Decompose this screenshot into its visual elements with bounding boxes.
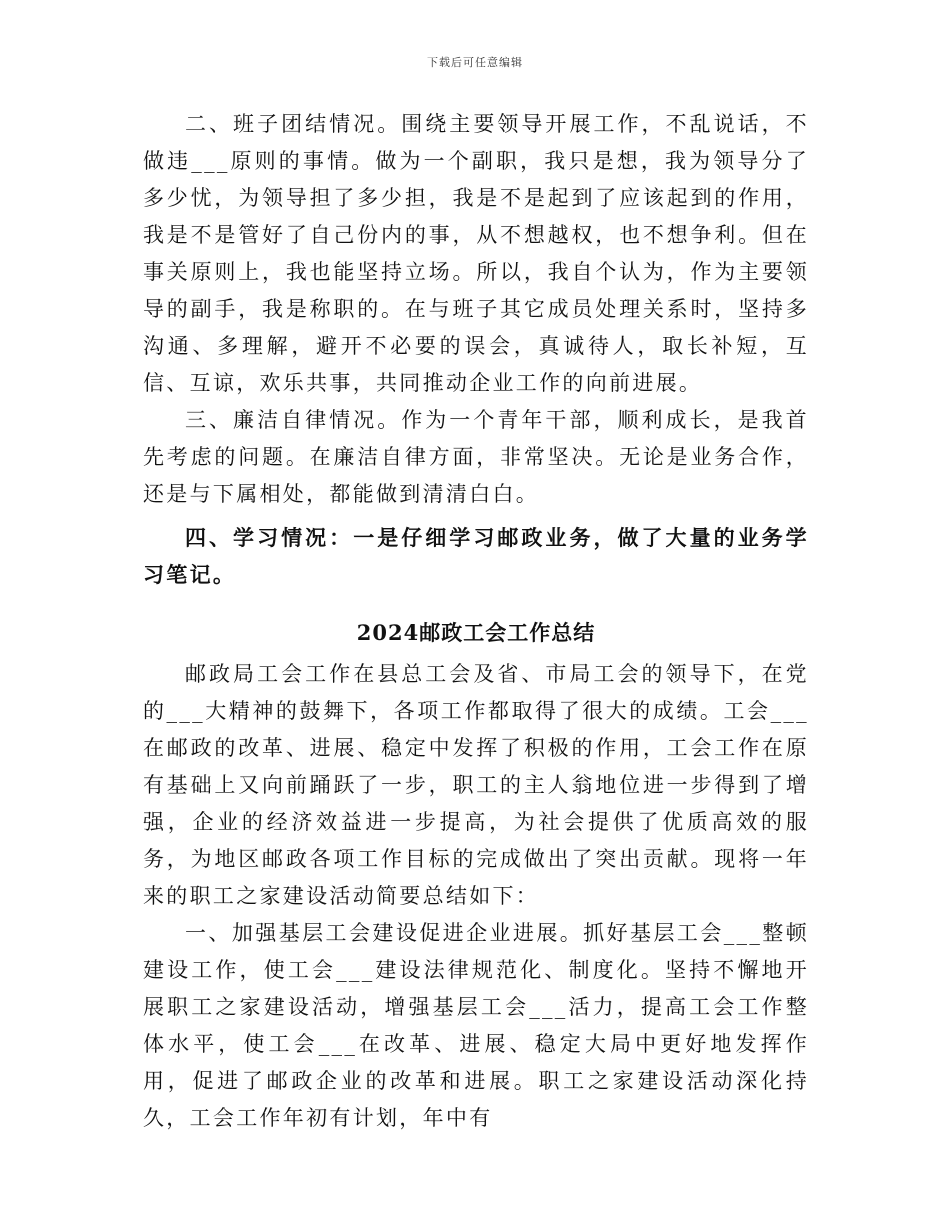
paragraph-intro: 邮政局工会工作在县总工会及省、市局工会的领导下，在党的___大精神的鼓舞下，各项工作都取得了很大的成绩。工会___在邮政的改革、进展、稳定中发挥了积极的作用，工会工作在原有基础上又向前踊跃了一步，职工的主人翁地位进一步得到了增强，企业的经济效益进一步提高，为社会提供了优质高效的服务，为地区邮政各项工作目标的完成做出了突出贡献。现将一年来的职工之家建设活动简要总结如下： (143, 662, 809, 908)
page-header: 下载后可任意编辑 (427, 56, 523, 69)
paragraph-integrity: 三、廉洁自律情况。作为一个青年干部，顺利成长，是我首先考虑的问题。在廉洁自律方面，非常坚决。无论是业务合作，还是与下属相处，都能做到清清白白。 (143, 408, 809, 506)
document-title: 2024邮政工会工作总结 (356, 620, 596, 645)
paragraph-team-unity: 二、班子团结情况。围绕主要领导开展工作，不乱说话，不做违___原则的事情。做为一个副职，我只是想，我为领导分了多少忧，为领导担了多少担，我是不是起到了应该起到的作用，我是不是管好了自己份内的事，从不想越权，也不想争利。但在事关原则上，我也能坚持立场。所以，我自个认为，作为主要领导的副手，我是称职的。在与班子其它成员处理关系时，坚持多沟通、多理解，避开不必要的误会，真诚待人，取长补短，互信、互谅，欢乐共事，共同推动企业工作的向前进展。 (143, 112, 809, 395)
paragraph-study: 四、学习情况：一是仔细学习邮政业务，做了大量的业务学习笔记。 (143, 525, 809, 587)
document-body (143, 106, 809, 1137)
paragraph-grassroots: 一、加强基层工会建设促进企业进展。抓好基层工会___整顿建设工作，使工会___建设法律规范化、制度化。坚持不懈地开展职工之家建设活动，增强基层工会___活力，提高工会工作整体水平，使工会___在改革、进展、稳定大局中更好地发挥作用，促进了邮政企业的改革和进展。职工之家建设活动深化持久，工会工作年初有计划，年中有 (143, 921, 809, 1130)
